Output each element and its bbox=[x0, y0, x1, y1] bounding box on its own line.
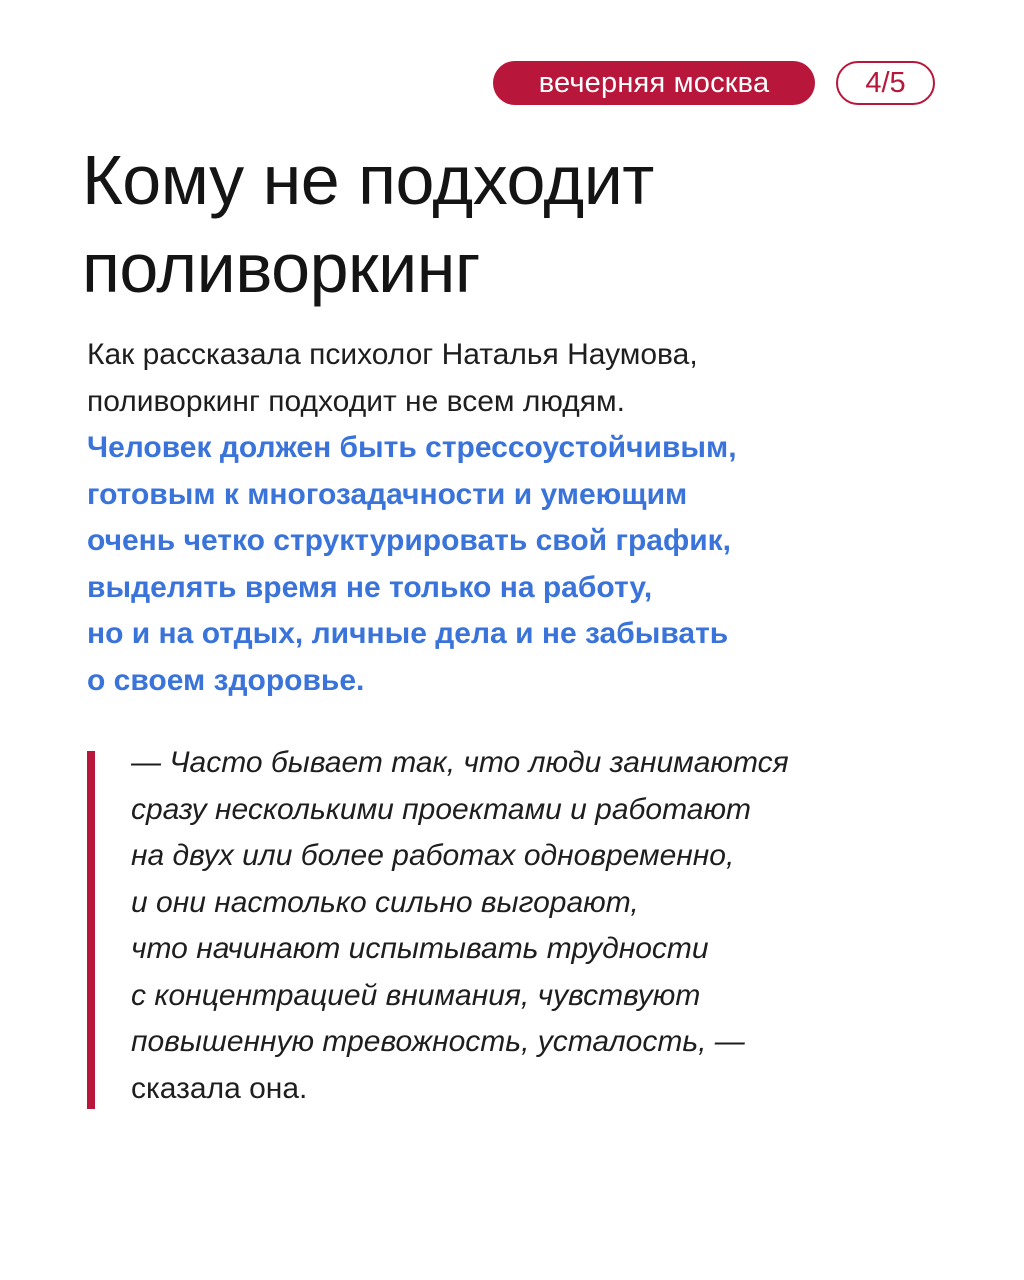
brand-badge: вечерняя москва bbox=[493, 61, 815, 105]
quote-line: сразу несколькими проектами и работают bbox=[131, 792, 751, 826]
page-counter: 4/5 bbox=[836, 61, 935, 105]
quote-line: на двух или более работах одновременно, bbox=[131, 839, 735, 872]
page-title bbox=[82, 136, 962, 312]
quote-line: что начинают испытывать трудности bbox=[131, 932, 709, 965]
quote-line: с концентрацией внимания, чувствуют bbox=[131, 978, 701, 1012]
lead-highlight bbox=[87, 425, 967, 704]
lead-paragraph bbox=[87, 332, 967, 704]
lead-line: поливоркинг подходит не всем людям. bbox=[87, 384, 625, 418]
highlight-line: о своем здоровье. bbox=[87, 663, 365, 697]
quote-block bbox=[131, 740, 991, 1112]
quote-attribution: сказала она. bbox=[131, 1071, 308, 1105]
quote-line: и они настолько сильно выгорают, bbox=[131, 885, 639, 919]
highlight-line: очень четко структурировать свой график, bbox=[87, 524, 731, 557]
title-line: Кому не подходит bbox=[82, 141, 654, 219]
highlight-line: но и на отдых, личные дела и не забывать bbox=[87, 617, 729, 650]
lead-line: Как рассказала психолог Наталья Наумова, bbox=[87, 338, 698, 371]
highlight-line: готовым к многозадачности и умеющим bbox=[87, 477, 688, 511]
highlight-line: выделять время не только на работу, bbox=[87, 570, 653, 604]
lead-intro bbox=[87, 332, 967, 425]
quote-line: повышенную тревожность, усталость, — bbox=[131, 1025, 745, 1058]
highlight-line: Человек должен быть стрессоустойчивым, bbox=[87, 431, 737, 464]
quote-bar bbox=[87, 751, 95, 1109]
title-line: поливоркинг bbox=[82, 229, 480, 307]
quote-line: — Часто бывает так, что люди занимаются bbox=[131, 746, 789, 779]
